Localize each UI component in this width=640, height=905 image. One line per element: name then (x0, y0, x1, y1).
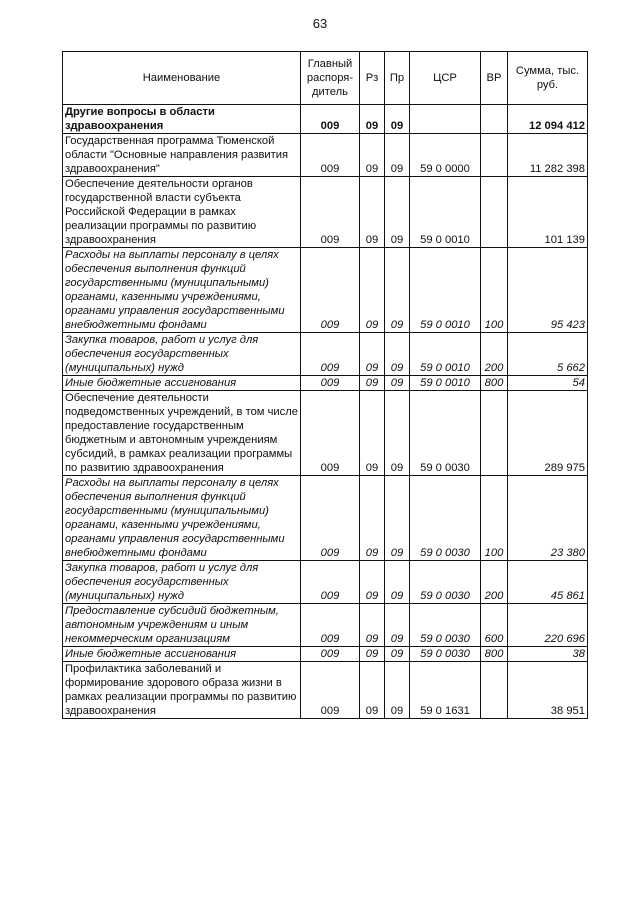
cell-rz: 09 (360, 376, 385, 391)
table-row (63, 561, 588, 604)
cell-rz: 09 (360, 561, 385, 604)
header-name: Наименование (63, 52, 301, 105)
cell-name: Профилактика заболеваний и формирование здорового образа жизни в рамках реализации программы по развитию здравоохранения (63, 662, 301, 719)
cell-gr: 009 (301, 134, 360, 177)
table-header-row (63, 52, 588, 105)
cell-csr (410, 105, 481, 134)
cell-vr (481, 662, 508, 719)
cell-sum: 54 (508, 376, 588, 391)
cell-gr: 009 (301, 105, 360, 134)
cell-csr: 59 0 0030 (410, 647, 481, 662)
cell-vr: 600 (481, 604, 508, 647)
header-pr: Пр (385, 52, 410, 105)
cell-rz: 09 (360, 177, 385, 248)
table-row (63, 376, 588, 391)
page-number: 63 (312, 16, 328, 31)
cell-sum: 38 (508, 647, 588, 662)
cell-pr: 09 (385, 561, 410, 604)
cell-name: Иные бюджетные ассигнования (63, 647, 301, 662)
cell-sum: 101 139 (508, 177, 588, 248)
cell-pr: 09 (385, 105, 410, 134)
cell-csr: 59 0 0030 (410, 391, 481, 476)
cell-sum: 23 380 (508, 476, 588, 561)
table-row (63, 604, 588, 647)
cell-rz: 09 (360, 391, 385, 476)
cell-csr: 59 0 0010 (410, 177, 481, 248)
cell-sum: 45 861 (508, 561, 588, 604)
header-rz: Рз (360, 52, 385, 105)
cell-sum: 5 662 (508, 333, 588, 376)
cell-gr: 009 (301, 177, 360, 248)
cell-name: Государственная программа Тюменской области "Основные направления развития здравоохранения" (63, 134, 301, 177)
cell-pr: 09 (385, 248, 410, 333)
table-row (63, 647, 588, 662)
cell-gr: 009 (301, 647, 360, 662)
budget-table (62, 51, 588, 719)
cell-vr: 800 (481, 376, 508, 391)
header-gr: Главный распоря- дитель (301, 52, 360, 105)
table-row (63, 105, 588, 134)
cell-name: Обеспечение деятельности органов государственной власти субъекта Российской Федерации в рамках реализации программы по развитию здравоохранения (63, 177, 301, 248)
cell-sum: 289 975 (508, 391, 588, 476)
cell-vr (481, 105, 508, 134)
cell-csr: 59 0 0010 (410, 376, 481, 391)
cell-sum: 220 696 (508, 604, 588, 647)
cell-pr: 09 (385, 134, 410, 177)
cell-csr: 59 0 0030 (410, 476, 481, 561)
cell-rz: 09 (360, 134, 385, 177)
cell-vr (481, 134, 508, 177)
cell-pr: 09 (385, 177, 410, 248)
table-row (63, 333, 588, 376)
cell-gr: 009 (301, 391, 360, 476)
cell-csr: 59 0 0030 (410, 604, 481, 647)
cell-rz: 09 (360, 105, 385, 134)
cell-csr: 59 0 0030 (410, 561, 481, 604)
cell-vr: 100 (481, 476, 508, 561)
cell-pr: 09 (385, 476, 410, 561)
cell-name: Иные бюджетные ассигнования (63, 376, 301, 391)
cell-name: Расходы на выплаты персоналу в целях обеспечения выполнения функций государственными (муниципальными) органами, казенными учреждениями, органами управления государственными внебюджетными фондами (63, 248, 301, 333)
header-csr: ЦСР (410, 52, 481, 105)
cell-rz: 09 (360, 647, 385, 662)
cell-gr: 009 (301, 604, 360, 647)
cell-gr: 009 (301, 561, 360, 604)
header-sum: Сумма, тыс. руб. (508, 52, 588, 105)
cell-csr: 59 0 0010 (410, 248, 481, 333)
cell-sum: 12 094 412 (508, 105, 588, 134)
cell-name: Закупка товаров, работ и услуг для обеспечения государственных (муниципальных) нужд (63, 333, 301, 376)
cell-vr: 200 (481, 333, 508, 376)
cell-pr: 09 (385, 604, 410, 647)
table-row (63, 476, 588, 561)
cell-pr: 09 (385, 333, 410, 376)
cell-vr (481, 391, 508, 476)
cell-rz: 09 (360, 604, 385, 647)
cell-name: Предоставление субсидий бюджетным, автономным учреждениям и иным некоммерческим организациям (63, 604, 301, 647)
table-row (63, 248, 588, 333)
cell-vr: 100 (481, 248, 508, 333)
cell-name: Обеспечение деятельности подведомственных учреждений, в том числе предоставление государственным бюджетным и автономным учреждениям субсидий, в рамках реализации программы по развитию здравоохранения (63, 391, 301, 476)
cell-rz: 09 (360, 333, 385, 376)
cell-csr: 59 0 1631 (410, 662, 481, 719)
cell-pr: 09 (385, 391, 410, 476)
cell-gr: 009 (301, 476, 360, 561)
table-row (63, 177, 588, 248)
cell-rz: 09 (360, 248, 385, 333)
cell-rz: 09 (360, 476, 385, 561)
cell-gr: 009 (301, 662, 360, 719)
cell-vr: 200 (481, 561, 508, 604)
table-row (63, 391, 588, 476)
cell-sum: 11 282 398 (508, 134, 588, 177)
cell-rz: 09 (360, 662, 385, 719)
cell-gr: 009 (301, 376, 360, 391)
cell-csr: 59 0 0010 (410, 333, 481, 376)
cell-vr: 800 (481, 647, 508, 662)
cell-pr: 09 (385, 662, 410, 719)
cell-name: Другие вопросы в области здравоохранения (63, 105, 301, 134)
cell-name: Расходы на выплаты персоналу в целях обеспечения выполнения функций государственными (муниципальными) органами, казенными учреждениями, органами управления государственными внебюджетными фондами (63, 476, 301, 561)
cell-vr (481, 177, 508, 248)
cell-gr: 009 (301, 248, 360, 333)
cell-pr: 09 (385, 376, 410, 391)
table-row (63, 134, 588, 177)
table-row (63, 662, 588, 719)
header-vr: ВР (481, 52, 508, 105)
cell-sum: 38 951 (508, 662, 588, 719)
cell-name: Закупка товаров, работ и услуг для обеспечения государственных (муниципальных) нужд (63, 561, 301, 604)
cell-sum: 95 423 (508, 248, 588, 333)
cell-pr: 09 (385, 647, 410, 662)
cell-csr: 59 0 0000 (410, 134, 481, 177)
cell-gr: 009 (301, 333, 360, 376)
